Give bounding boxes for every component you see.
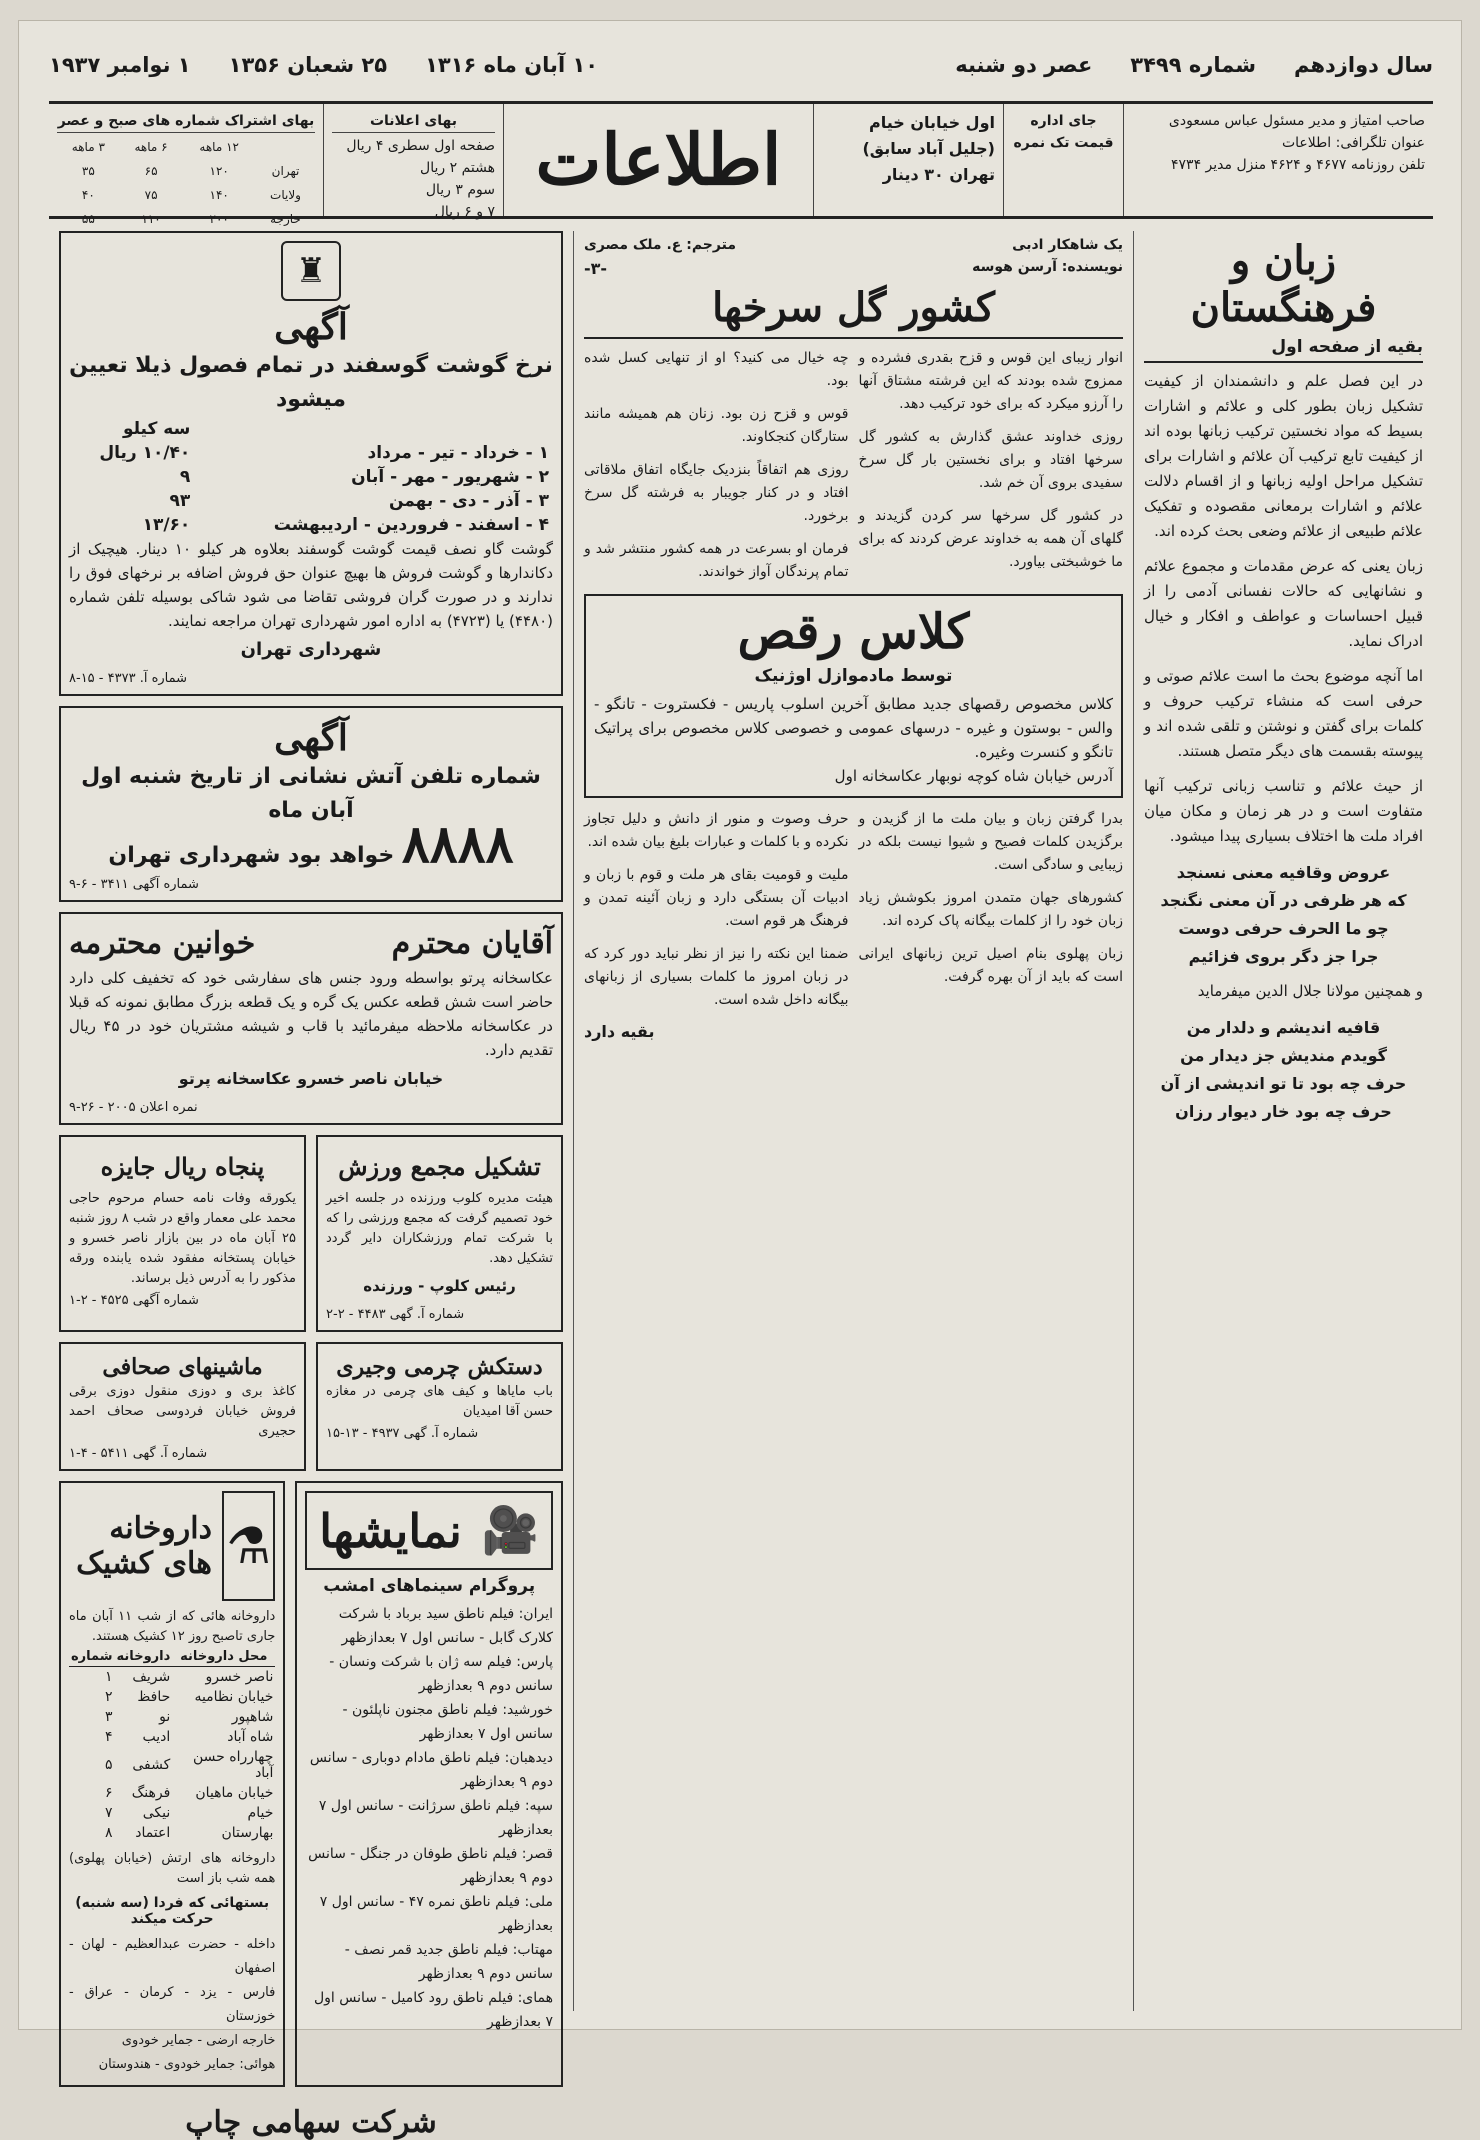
pharmacy-cell: نو bbox=[159, 1709, 171, 1725]
story-paragraph: فرمان او بسرعت در همه کشور منتشر شد و تمام پرندگان آواز خواندند. bbox=[584, 541, 849, 580]
travel-row: خارجه ارضی - جمایر خودوی bbox=[121, 2033, 276, 2048]
dateline bbox=[49, 35, 1433, 95]
photo-titles bbox=[69, 922, 553, 966]
cinema-item: پارس: فیلم سه ژان با شرکت ونسان - سانس دوم ۹ بعدازظهر bbox=[329, 1654, 553, 1694]
subs-cell: تهران bbox=[271, 164, 300, 178]
sport-sign: رئیس کلوپ - ورزنده bbox=[363, 1277, 516, 1295]
story-text-columns bbox=[584, 347, 1123, 594]
issue-number: شماره ۳۴۹۹ bbox=[1130, 53, 1256, 77]
meat-ad-title: آگهی bbox=[274, 306, 348, 348]
pharmacy-cell: خیابان ماهیان bbox=[195, 1785, 274, 1801]
meat-price-ad bbox=[59, 231, 563, 696]
subs-cell: ۳۵ bbox=[81, 164, 95, 178]
story-title: کشور گل سرخها bbox=[584, 284, 1123, 339]
pharmacy-cell: ناصر خسرو bbox=[205, 1669, 274, 1685]
price-label: قیمت تک نمره bbox=[1013, 135, 1114, 151]
film-projector-icon: 🎥 bbox=[481, 1503, 540, 1557]
cinema-item: دیدهبان: فیلم ناطق مادام دوباری - سانس دوم ۹ بعدازظهر bbox=[309, 1750, 553, 1790]
ink-code: شماره آ. گهی ۵۴۱۱ - ۴-۱ bbox=[69, 1446, 208, 1461]
subs-cell: ولایات bbox=[270, 188, 301, 202]
meat-price: ۹۳ bbox=[169, 491, 191, 511]
subs-cell: خارجه bbox=[270, 212, 301, 226]
pharmacy-cell: کشفی bbox=[132, 1757, 171, 1773]
story-paragraph: در کشور گل سرخها سر کردن گزیدند و گلهای آن همه به خداوند عرض کردند که برای ما خوشبختی بیاورد. bbox=[858, 508, 1123, 570]
poem-line: عروض وقافیه معنی نسنجد bbox=[1176, 863, 1391, 882]
photo-title-right: آقایان محترم bbox=[391, 926, 553, 961]
telegraph: عنوان تلگرافی: اطلاعات bbox=[1281, 135, 1425, 151]
subscription-rates bbox=[49, 104, 323, 226]
ads-row: ۷ و ۶ ریال bbox=[434, 204, 495, 220]
pharmacy-note: داروخانه های ارتش (خیابان پهلوی) همه شب باز است bbox=[69, 1851, 276, 1886]
pharmacy-cell: ۴ bbox=[105, 1729, 113, 1745]
subs-header: ۱۲ ماهه bbox=[199, 140, 239, 154]
story-translator: مترجم: ع. ملک مصری bbox=[584, 237, 736, 253]
pharmacy-cell: اعتماد bbox=[135, 1825, 171, 1841]
pharmacy-cell: ۵ bbox=[105, 1757, 113, 1773]
pharmacy-title: داروخانه های کشیک bbox=[76, 1511, 212, 1581]
day: عصر دو شنبه bbox=[955, 53, 1093, 77]
photo-address: خیابان ناصر خسرو عکاسخانه پرتو bbox=[178, 1069, 444, 1088]
fire-ad-title: آگهی bbox=[274, 717, 348, 759]
story-series: یک شاهکار ادبی bbox=[1012, 237, 1123, 253]
fire-code: شماره آگهی ۳۴۱۱ - ۶-۹ bbox=[69, 877, 199, 892]
story-author: نویسنده: آرسن هوسه bbox=[972, 259, 1123, 275]
pharmacy-cell: چهارراه حسن آباد bbox=[192, 1749, 274, 1781]
pharmacy-table bbox=[69, 1647, 275, 1843]
prize-ad bbox=[59, 1135, 306, 1332]
subs-table bbox=[57, 135, 315, 231]
travel-row: فارس - یزد - کرمان - عراق - خوزستان bbox=[69, 1985, 276, 2024]
subs-cell: ۱۲۰ bbox=[209, 164, 229, 178]
meat-headline: نرخ گوشت گوسفند در تمام فصول ذیلا تعیین میشود bbox=[69, 353, 553, 412]
address-info bbox=[813, 104, 1003, 216]
date-persian: ۱۰ آبان ماه ۱۳۱۶ bbox=[425, 53, 599, 77]
pharmacist-icon: ⚗ bbox=[222, 1491, 275, 1601]
ads-row-1 bbox=[59, 1135, 563, 1342]
meat-season: ۳ - آذر - دی - بهمن bbox=[388, 491, 549, 511]
publisher: صاحب امتیاز و مدیر مسئول عباس مسعودی bbox=[1168, 113, 1425, 129]
sport-title: تشکیل مجمع ورزش bbox=[338, 1152, 541, 1181]
subs-cell: ۱۴۰ bbox=[209, 188, 229, 202]
dance-title: کلاس رقص bbox=[737, 604, 970, 660]
pharmacy-cell: ۳ bbox=[105, 1709, 113, 1725]
poem-line: حرف چه بود تا تو اندیشی از آن bbox=[1160, 1074, 1407, 1093]
pharmacy-cell: نیکی bbox=[142, 1805, 171, 1821]
fire-tail: خواهد بود شهرداری تهران bbox=[108, 843, 395, 868]
travel-row: داخله - حضرت عبدالعظیم - لهان - اصفهان bbox=[69, 1937, 276, 1976]
fire-text: شماره تلفن آتش نشانی از تاریخ شنبه اول آبان ماه bbox=[81, 764, 541, 823]
lang-paragraph: بدرا گرفتن زبان و بیان ملت ما از گزیدن و برگزیدن کلمات فصیح و شیوا نیست بلکه در زیبایی و سادگی است. bbox=[858, 811, 1123, 873]
subs-cell: ۲۰۰ bbox=[209, 212, 229, 226]
ad-rates bbox=[323, 104, 503, 220]
ads-row-2 bbox=[59, 1342, 563, 1481]
story-byline-2 bbox=[584, 259, 1123, 278]
ads-row-3 bbox=[59, 1481, 563, 2097]
travel-title: بستهائی که فردا (سه شنبه) حرکت میکند bbox=[75, 1895, 270, 1927]
story-col-left bbox=[584, 347, 849, 594]
meat-price: ۱۳/۶۰ bbox=[142, 515, 191, 535]
cinema-item: خورشید: فیلم ناطق مجنون ناپلئون - سانس اول ۷ بعدازظهر bbox=[342, 1702, 553, 1742]
lang-paragraph: زبان پهلوی بنام اصیل ترین زبانهای ایرانی است که باید از آن بهره گرفت. bbox=[858, 946, 1123, 985]
meat-text: گوشت گاو نصف قیمت گوشت گوسفند بعلاوه هر کیلو ۱۰ دینار. هیچیک از دکاندارها و گوشت فروش ها بهیچ عنوان حق فروش اضافه بر نرخهای فوق را ندارند و در صورت گران فروشی تقاضا می شود شاکی بوسیله تلفن شماره (۴۴۸۰) یا (۴۷۲۳) به اداره امور شهرداری تهران مراجعه نمایند. bbox=[69, 540, 554, 630]
sport-ad bbox=[316, 1135, 563, 1332]
continued-note: بقیه دارد bbox=[584, 1022, 655, 1041]
story-paragraph: انوار زیبای این قوس و قزح بقدری فشرده و ممزوج شده بودند که این فرشته مشتاق آنها را آرزو میکرد که برای خود ترکیب دهد. bbox=[858, 350, 1123, 412]
pharmacy-col: محل داروخانه bbox=[172, 1647, 275, 1667]
prize-code: شماره آگهی ۴۵۲۵ - ۲-۱ bbox=[69, 1293, 199, 1308]
cinema-header bbox=[305, 1491, 553, 1570]
lang-paragraph: کشورهای جهان متمدن امروز بکوشش زیاد زبان خود را از کلمات بیگانه پاک کرده اند. bbox=[858, 890, 1123, 929]
photo-studio-ad bbox=[59, 912, 563, 1125]
pharmacy-col: داروخانه bbox=[115, 1647, 173, 1667]
essay-kicker: بقیه از صفحه اول bbox=[1144, 337, 1423, 363]
lang-paragraph: حرف وصوت و منور از دانش و دلیل تجاوز نکرده و با کلمات و عبارات بلیغ بیان شده اند. bbox=[584, 811, 849, 850]
sport-text: هیئت مدیره کلوب ورزنده در جلسه اخیر خود تصمیم گرفت که مجمع ورزشی را که با شرکت تمام ورزشکاران دایر گردد تشکیل دهد. bbox=[326, 1191, 553, 1266]
pharmacy-cell: شاهپور bbox=[231, 1709, 274, 1725]
poem-line: قافیه اندیشم و دلدار من bbox=[1186, 1018, 1381, 1037]
poem-line: حرف چه بود خار دیوار رزان bbox=[1175, 1102, 1392, 1121]
binding-machine-ad bbox=[59, 1342, 306, 1471]
meat-season: ۲ - شهریور - مهر - آبان bbox=[351, 467, 549, 487]
travel-row: هوائی: جمایر خودوی - هندوستان bbox=[98, 2057, 276, 2072]
pharmacy-cell: شاه آباد bbox=[227, 1729, 274, 1745]
cinema-title: نمایشها bbox=[319, 1503, 462, 1558]
cinema-item: قصر: فیلم ناطق طوفان در جنگل - سانس دوم ۹ بعدازظهر bbox=[308, 1846, 553, 1886]
leather-code: شماره آ. گهی ۴۹۳۷ - ۱۳-۱۵ bbox=[326, 1426, 479, 1441]
essay-column bbox=[1133, 231, 1433, 2011]
phone: تلفن روزنامه ۴۶۷۷ و ۴۶۲۴ منزل مدیر ۴۷۳۴ bbox=[1171, 157, 1425, 173]
cinema-item: مهتاب: فیلم ناطق جدید قمر نصف - سانس دوم ۹ بعدازظهر bbox=[344, 1942, 553, 1982]
pharmacy-cell: ۶ bbox=[105, 1785, 113, 1801]
pharmacy-text: داروخانه هائی که از شب ۱۱ آبان ماه جاری تاصبح روز ۱۲ کشیک هستند. bbox=[69, 1609, 276, 1644]
story-col-right bbox=[859, 347, 1124, 594]
meat-season: ۴ - اسفند - فروردین - اردیبهشت bbox=[273, 515, 549, 535]
poet-line: و همچنین مولانا جلال الدین میفرماید bbox=[1197, 982, 1423, 1000]
newspaper-logo: اطلاعات bbox=[503, 104, 813, 216]
admin-info bbox=[1003, 104, 1123, 216]
pharmacy-header bbox=[69, 1491, 275, 1601]
pharmacy-cell: حافظ bbox=[137, 1689, 171, 1705]
print-company: شرکت سهامی چاپ bbox=[185, 2105, 437, 2140]
meat-price-table bbox=[69, 417, 553, 537]
dance-text: کلاس مخصوص رقصهای جدید مطابق آخرین اسلوب پاریس - فکستروت - تانگو - والس - بوستون و غیره - درسهای عمومی و خصوصی کلاس مخصوص برای پراتیک تانگو و کنسرت وغیره. bbox=[594, 695, 1113, 761]
leather-text: باب مایاها و کیف های چرمی در مغازه حسن آقا امیدیان bbox=[326, 1384, 553, 1419]
pharmacy-cell: خیام bbox=[247, 1805, 274, 1821]
pharmacy-cell: بهارستان bbox=[221, 1825, 274, 1841]
subs-cell: ۵۵ bbox=[81, 212, 95, 226]
essay-paragraph: از حیث علائم و تناسب زبانی ترکیب آنها متفاوت است و در هر زمان و مکان میان افراد ملت ها اختلاف بسیاری پیدا میشود. bbox=[1144, 777, 1423, 845]
poem-block-2 bbox=[1144, 1014, 1423, 1126]
leather-ad bbox=[316, 1342, 563, 1471]
subs-header: ۳ ماهه bbox=[71, 140, 105, 154]
poem-line: گویدم مندیش جز دیدار من bbox=[1180, 1046, 1387, 1065]
ads-title: بهای اعلانات bbox=[332, 110, 495, 133]
subs-cell: ۱۱۰ bbox=[141, 212, 161, 226]
story-paragraph: روزی خداوند عشق گذارش به کشور گل سرخها افتاد و برای نخستین بار گل سرخ سفیدی بروی آن خم شد. bbox=[858, 429, 1123, 491]
essay-paragraph: در این فصل علم و دانشمندان از کیفیت تشکیل زبان بطور کلی و علائم و اشارات بسیط که مواد نخستین ترکیب زبانها بوده اند از کیفیت تابع ترکیب آن علائم و اشارات برای تشکیل مراحل اولیه زبانها و از اقسام دلالت علائم و اشارات برمعانی مقصوده و تفکیک علائم طبیعی از علائم وضعی بحث کرده اند. bbox=[1144, 372, 1423, 540]
cinema-item: ملی: فیلم ناطق نمره ۴۷ - سانس اول ۷ بعدازظهر bbox=[319, 1894, 553, 1934]
language-text-columns bbox=[584, 808, 1123, 1041]
newspaper-page bbox=[18, 20, 1462, 2140]
subs-cell: ۷۵ bbox=[144, 188, 158, 202]
story-paragraph: قوس و قزح زن بود. زنان هم همیشه مانند ستارگان کنجکاوند. bbox=[584, 406, 849, 445]
pharmacy-cell: ۷ bbox=[105, 1805, 113, 1821]
story-paragraph: چه خیال می کنید؟ او از تنهایی کسل شده بود. bbox=[584, 350, 849, 389]
prize-title: پنجاه ریال جایزه bbox=[100, 1152, 265, 1181]
photo-text: عکاسخانه پرتو بواسطه ورود جنس های سفارشی خود که تخفیف کلی دارد حاضر است شش قطعه عکس یک گره و یک قطعه بزرگ مطابق نمونه که قبلا در عکاسخانه ملاحظه میفرمائید با قاب و شیشه مشتریان خود در ۴۵ ریال تقدیم دارد. bbox=[69, 969, 553, 1059]
essay-paragraph: زبان یعنی که عرض مقدمات و مجموع علائم و نشانهایی که حالات نفسانی آدمی را از قبیل احساسات و عواطف و افکار و خیال ادراک نماید. bbox=[1144, 557, 1423, 650]
story-byline bbox=[584, 237, 1123, 253]
cinema-item: سپه: فیلم ناطق سرژانت - سانس اول ۷ بعدازظهر bbox=[318, 1798, 553, 1838]
publisher-info bbox=[1123, 104, 1433, 216]
meat-sign: شهرداری تهران bbox=[240, 639, 382, 660]
ads-row: سوم ۳ ریال bbox=[425, 182, 495, 198]
fire-phone-ad bbox=[59, 706, 563, 902]
ads-row: هشتم ۲ ریال bbox=[420, 160, 495, 176]
cinema-program bbox=[295, 1481, 563, 2087]
address-line2: (جلیل آباد سابق) bbox=[862, 139, 995, 158]
sport-code: شماره آ. گهی ۴۴۸۳ - ۲-۲ bbox=[326, 1307, 465, 1322]
lang-col-left bbox=[584, 808, 849, 1041]
masthead bbox=[49, 101, 1433, 226]
fire-number-line bbox=[69, 814, 553, 875]
fire-number: ۸۸۸۸ bbox=[401, 814, 514, 875]
poem-line: جرا جز دگر بروی فزائیم bbox=[1188, 947, 1379, 966]
story-paragraph: روزی هم اتفاقاً بنزدیک جایگاه اتفاق ملاقاتی افتاد و در کنار جویبار به فرشته گل سرخ برخورد. bbox=[584, 462, 849, 524]
dance-subtitle: توسط مادموازل اوژنیک bbox=[754, 666, 953, 686]
essay-paragraph: اما آنچه موضوع بحث ما است علائم صوتی و حرفی است که منشاء ترکیب حروف و کلمات برای گفتن و نوشتن و تلقی شده اند و پیوسته بقسمت های دیگر متصل هستند. bbox=[1144, 667, 1423, 760]
poem-line: که هر ظرفی در آن معنی نگنجد bbox=[1160, 891, 1407, 910]
poem-block bbox=[1144, 859, 1423, 971]
date-gregorian: ۱ نوامبر ۱۹۳۷ bbox=[49, 53, 191, 77]
meat-code: شماره آ. ۴۳۷۳ - ۱۵-۸ bbox=[69, 671, 188, 686]
subs-header: ۶ ماهه bbox=[134, 140, 168, 154]
pharmacy-cell: فرهنگ bbox=[131, 1785, 171, 1801]
poem-line: چو ما الحرف حرفی دوست bbox=[1178, 919, 1389, 938]
pharmacy-col: شماره bbox=[69, 1647, 115, 1667]
meat-season: ۱ - خرداد - تیر - مرداد bbox=[367, 443, 549, 463]
date-lunar: ۲۵ شعبان ۱۳۵۶ bbox=[228, 53, 388, 77]
cinema-subtitle: پروگرام سینماهای امشب bbox=[323, 1576, 536, 1596]
emblem-icon: ♜ bbox=[281, 241, 341, 301]
pharmacy-cell: خیابان نظامیه bbox=[194, 1689, 274, 1705]
photo-title-left: خوانین محترمه bbox=[69, 926, 256, 961]
story-page-number: -۳- bbox=[584, 259, 608, 278]
address-line1: اول خیابان خیام bbox=[869, 113, 995, 132]
lang-paragraph: ضمنا این نکته را نیز از نظر نباید دور کرد که در زبان امروز ما کلمات بسیاری از زبانهای بیگانه داخل شده است. bbox=[584, 946, 849, 1008]
page-columns bbox=[49, 231, 1433, 2140]
ink-text: کاغذ بری و دوزی منقول دوزی برقی فروش خیابان فردوسی صحاف احمد حجیری bbox=[69, 1384, 296, 1439]
subs-cell: ۴۰ bbox=[81, 188, 95, 202]
meat-price: ۱۰/۴۰ ریال bbox=[99, 443, 191, 463]
cinema-item: ایران: فیلم ناطق سید برباد با شرکت کلارک گابل - سانس اول ۷ بعدازظهر bbox=[338, 1606, 553, 1646]
admin-label: جای اداره bbox=[1030, 113, 1097, 129]
photo-code: نمره اعلان ۲۰۰۵ - ۲۶-۹ bbox=[69, 1100, 198, 1115]
pharmacy-cell: ادیب bbox=[142, 1729, 171, 1745]
meat-unit-label: سه کیلو bbox=[122, 419, 191, 439]
pharmacy-cell: ۸ bbox=[105, 1825, 113, 1841]
subs-title: بهای اشتراک شماره های صبح و عصر bbox=[57, 110, 315, 133]
cinema-item: همای: فیلم ناطق رود کامیل - سانس اول ۷ بعدازظهر bbox=[313, 1990, 553, 2030]
pharmacy-cell: ۱ bbox=[105, 1669, 113, 1685]
year: سال دوازدهم bbox=[1294, 53, 1433, 77]
leather-title: دستکش چرمی وجیری bbox=[336, 1354, 543, 1380]
prize-text: یکورقه وفات نامه حسام مرحوم حاجی محمد علی معمار واقع در شب ۸ روز شنبه ۲۵ آبان ماه در بین بازار ناصر خسرو و خیابان پستخانه مفقود شده یابنده ورقه مذکور را به آدرس ذیل برساند. bbox=[69, 1191, 296, 1286]
ink-title: ماشینهای صحافی bbox=[102, 1354, 263, 1380]
lang-col-right bbox=[859, 808, 1124, 1041]
pharmacy-list bbox=[59, 1481, 285, 2087]
pharmacy-cell: شریف bbox=[132, 1669, 171, 1685]
ads-column bbox=[49, 231, 573, 2140]
pharmacy-cell: ۲ bbox=[105, 1689, 113, 1705]
ads-row: صفحه اول سطری ۴ ریال bbox=[346, 138, 495, 154]
meat-price: ۹ bbox=[179, 467, 191, 487]
story-column bbox=[573, 231, 1133, 2011]
subs-cell: ۶۵ bbox=[144, 164, 158, 178]
lang-paragraph: ملیت و قومیت بقای هر ملت و قوم با زبان و ادبیات آن بستگی دارد و زبان آئینه تمدن و فرهنگ هر قوم است. bbox=[584, 867, 849, 929]
dance-address: آدرس خیابان شاه کوچه نوبهار عکاسخانه اول bbox=[834, 767, 1113, 785]
dance-class-ad bbox=[584, 594, 1123, 798]
price: تهران ۳۰ دینار bbox=[882, 165, 995, 184]
essay-title: زبان و فرهنگستان bbox=[1190, 237, 1377, 331]
